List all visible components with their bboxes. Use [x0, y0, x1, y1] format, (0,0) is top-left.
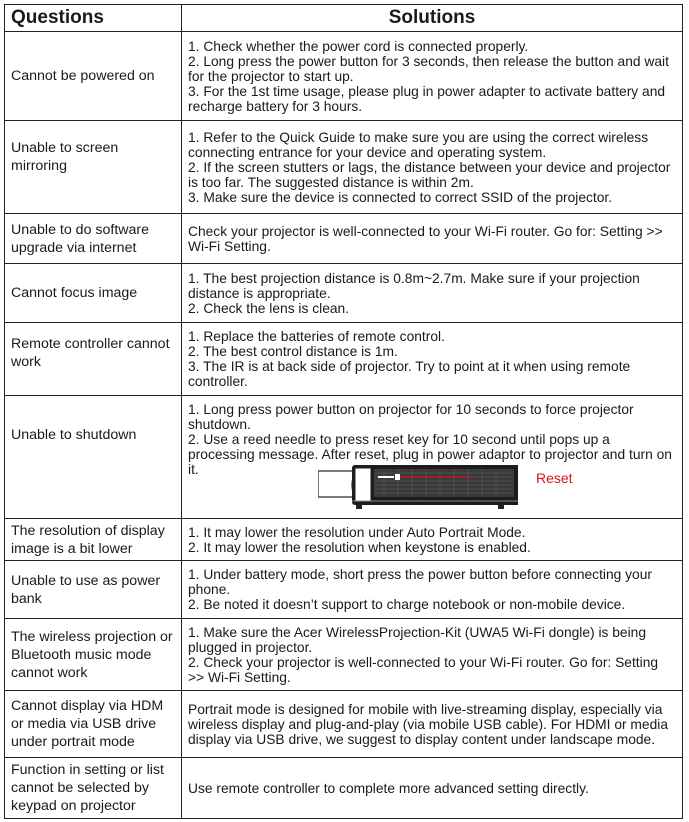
- solution-cell: [182, 121, 683, 214]
- table-row: [5, 561, 683, 619]
- solution-line: 1. Make sure the Acer WirelessProjection-Kit (UWA5 Wi-Fi dongle) is being plugged in projector.: [188, 624, 647, 655]
- questions-header: Questions: [5, 5, 182, 32]
- solution-cell: [182, 619, 683, 691]
- table-row: [5, 32, 683, 121]
- solution-line: 1. Refer to the Quick Guide to make sure you are using the correct wireless connecting entrance for your device and operating system.: [188, 129, 649, 160]
- solution-line: 2. Use a reed needle to press reset key for 10 second until pops up a processing message. After reset, plug in power adaptor to projector and turn on it.: [188, 432, 672, 477]
- solution-line: 2. It may lower the resolution when keystone is enabled.: [188, 539, 531, 555]
- solution-cell: [182, 519, 683, 561]
- reset-pointer-line: [400, 463, 480, 511]
- solution-line: 1. Long press power button on projector for 10 seconds to force projector shutdown.: [188, 402, 634, 432]
- question-text: Remote controller cannot work: [11, 336, 170, 370]
- solution-line: Portrait mode is designed for mobile with live-streaming display, especially via wireless display and plug-and-play (via mobile USB cable). For HDMI or media display via USB drive, we suggest to display content under landscape mode.: [188, 701, 669, 747]
- solution-line: 2. Check the lens is clean.: [188, 300, 350, 316]
- solution-cell: [182, 561, 683, 619]
- solutions-header: Solutions: [182, 5, 683, 32]
- projector-reset-figure: [188, 463, 676, 511]
- question-cell: The wireless projection or Bluetooth music mode cannot work: [5, 619, 182, 691]
- solution-line: 3. Make sure the device is connected to correct SSID of the projector.: [188, 189, 613, 205]
- table-row: [5, 758, 683, 819]
- solution-line: 1. The best projection distance is 0.8m~2.7m. Make sure if your projection distance is appropriate.: [188, 270, 640, 301]
- solution-line: 3. The IR is at back side of projector. Try to point at it when using remote controller.: [188, 359, 631, 389]
- solution-line: 3. For the 1st time usage, please plug in power adapter to activate battery and recharge battery for 3 hours.: [188, 83, 666, 114]
- solution-line: 1. Check whether the power cord is connected properly.: [188, 38, 529, 54]
- solution-cell: [182, 396, 683, 519]
- question-cell: [5, 323, 182, 396]
- solution-cell: [182, 264, 683, 323]
- solution-line: 2. The best control distance is 1m.: [188, 344, 398, 359]
- table-row: [5, 214, 683, 264]
- solution-cell: [182, 691, 683, 758]
- solution-line: 1. It may lower the resolution under Auto Portrait Mode.: [188, 524, 526, 540]
- question-cell: Cannot display via HDM or media via USB drive under portrait mode: [5, 691, 182, 758]
- troubleshooting-table: [4, 4, 683, 819]
- question-text: Unable to shutdown: [11, 427, 137, 443]
- question-cell: Cannot be powered on: [5, 32, 182, 121]
- table-row: [5, 396, 683, 519]
- table-row: [5, 519, 683, 561]
- question-cell: Unable to do software upgrade via internet: [5, 214, 182, 264]
- solution-line: 2. If the screen stutters or lags, the distance between your device and projector is too far. The suggested distance is within 2m.: [188, 159, 671, 190]
- solution-line: 2. Be noted it doesn’t support to charge notebook or non-mobile device.: [188, 597, 626, 612]
- table-row: [5, 619, 683, 691]
- solution-line: Use remote controller to complete more advanced setting directly.: [188, 780, 589, 796]
- solution-line: 2. Check your projector is well-connected to your Wi-Fi router. Go for: Setting >> Wi-Fi Setting.: [188, 654, 659, 685]
- question-cell: Cannot focus image: [5, 264, 182, 323]
- solution-cell: [182, 758, 683, 819]
- header-row: [5, 5, 683, 32]
- solution-cell: [182, 214, 683, 264]
- question-cell: Function in setting or list cannot be selected by keypad on projector: [5, 758, 182, 819]
- table-row: [5, 121, 683, 214]
- solution-cell: [182, 32, 683, 121]
- question-text: Unable to screen mirroring: [11, 140, 119, 174]
- question-cell: Unable to use as power bank: [5, 561, 182, 619]
- solution-line: Check your projector is well-connected to your Wi-Fi router. Go for: Setting >> Wi-Fi Setting.: [188, 223, 663, 254]
- reset-label: Reset: [536, 470, 573, 486]
- table-row: [5, 323, 683, 396]
- question-cell: The resolution of display image is a bit lower: [5, 519, 182, 561]
- table-row: [5, 691, 683, 758]
- solution-line: 1. Replace the batteries of remote control.: [188, 329, 445, 344]
- solution-line: 1. Under battery mode, short press the power button before connecting your phone.: [188, 567, 652, 597]
- question-cell: [5, 121, 182, 214]
- solution-cell: [182, 323, 683, 396]
- table-row: [5, 264, 683, 323]
- solution-line: 2. Long press the power button for 3 seconds, then release the button and wait for the projector to start up.: [188, 53, 669, 84]
- question-cell: [5, 396, 182, 519]
